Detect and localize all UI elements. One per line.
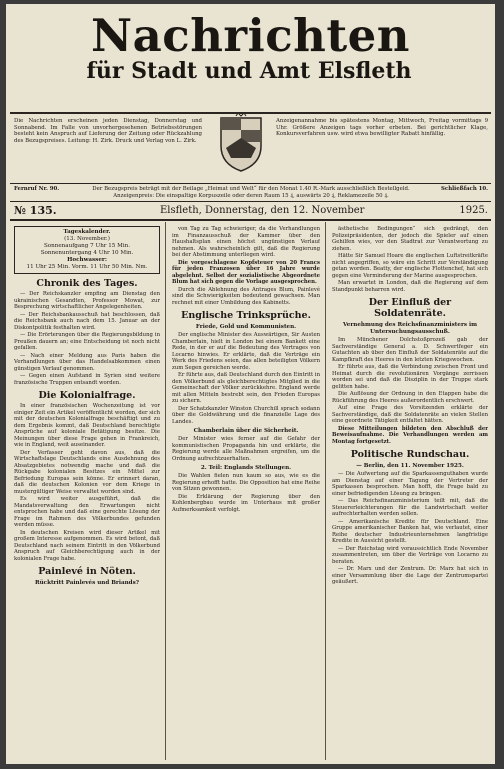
coat-of-arms-emblem: [216, 114, 266, 174]
article-paragraph: Der Minister wies ferner auf die Gefahr der kommunistischen Propaganda hin und erklärte, die Regierung werde alle Maßnahmen ergreifen, um die Ordnung aufrechtzuerhalten.: [172, 436, 320, 462]
article-paragraph: Die Wahlen fielen nun kaum so aus, wie es die Regierung erhofft hatte. Die Opposition hat eine Reihe von Sitzen gewonnen.: [172, 473, 320, 492]
article-paragraph: Der Schatzkanzler Winston Churchill sprach sodann über die Goldwährung und die finanzielle Lage des Landes.: [172, 405, 320, 425]
po-box: Schließfach 10.: [441, 186, 488, 192]
dateline-top-rule: [10, 201, 491, 202]
article-paragraph: ästhetische Bedingungen“ sich gedrängt, den Polizeipräsidenten, der jedoch die Spieler auf einen Gehilfen wies, vor den Stadtrat zur Verantwortung zu ziehen.: [332, 226, 488, 252]
calendar-date: (13. November.): [64, 236, 110, 242]
dateline-bottom-rule: [10, 219, 491, 221]
chronicle-item: — Der Reichsbankausschuß hat beschlossen, daß die Reichsbank auch nach dem 15. Januar an der Diskontpolitik festhalten wird.: [14, 311, 160, 331]
column-right: [332, 226, 488, 760]
column-left: [14, 226, 160, 760]
masthead-title: Nachrichten: [91, 9, 410, 62]
phone-number: Fernruf Nr. 90.: [14, 186, 60, 192]
dateline: [14, 204, 488, 218]
header-rule: [10, 183, 491, 184]
painleve-subheading: Rücktritt Painlevés und Briands?: [34, 580, 140, 586]
article-paragraph: Die Erklärung der Regierung über den Kohlenbergbau wurde im Unterhaus mit großer Aufmerksamkeit verfolgt.: [172, 493, 320, 513]
toasts-heading: Englische Trinksprüche.: [181, 310, 311, 321]
chronicle-item: — Die Erörterungen über die Regierungsbildung in Preußen dauern an; eine Entscheidung ist noch nicht gefallen.: [14, 332, 160, 351]
chronicle-item: — Nach einer Meldung aus Paris haben die Verhandlungen über das Handelsabkommen einen günstigen Verlauf genommen.: [14, 352, 160, 372]
article-paragraph: Die vorgeschlagene Kopfsteuer von 20 Francs für jeden Franzosen über 16 Jahre wurde abgelehnt. Selbst der sozialistische Abgeordnete Blum hat sich gegen die Vorlage ausgesprochen.: [172, 259, 320, 285]
article-paragraph: Diese Mitteilungen bildeten den Abschluß der Beweisaufnahme. Die Verhandlungen werden am Montag fortgesetzt.: [332, 425, 488, 445]
article-paragraph: In einer französischen Wochenzeitung ist vor einiger Zeit ein Artikel veröffentlicht worden, der sich mit der deutschen Kolonialfrage beschäftigt und zu dem Ergebnis kommt, daß Deutschland berechtigte Ansprüche auf koloniale Betätigung besitze. Die Meinungen über diese Frage gehen in Frankreich, wie in England, weit auseinander.: [14, 403, 160, 448]
article-paragraph: Im Münchener Dolchstoßprozeß gab der Sachverständige General a. D. Schwertfeger ein Gutachten ab über den Einfluß der Soldatenräte auf die Kampfkraft des Heeres in den letzten Kriegswochen.: [332, 337, 488, 363]
high-water-title: Hochwasser:: [67, 257, 107, 263]
high-water-times: 11 Uhr 25 Min. Vorm. 11 Uhr 50 Min. Nm.: [26, 264, 148, 270]
article-paragraph: In deutschen Kreisen wird dieser Artikel mit großem Interesse aufgenommen. Es wird betont, daß Deutschland nach seinem Eintritt in den Völkerbund Anspruch auf Gleichberechtigung auch in der kolonialen Frage habe.: [14, 529, 160, 562]
political-review-dateline: — Berlin, den 11. November 1925.: [356, 463, 464, 469]
news-item: — Der Reichstag wird voraussichtlich Ende November zusammentreten, um über die Verträge von Locarno zu beraten.: [332, 545, 488, 565]
column-divider: [165, 222, 166, 760]
news-item: — Die Aufwertung auf die Sparkassenguthaben wurde am Dienstag auf einer Tagung der Vertreter der Sparkassen besprochen. Man hofft, die Frage bald zu einer befriedigenden Lösung zu bringen.: [332, 471, 488, 497]
masthead-subtitle: für Stadt und Amt Elsfleth: [86, 58, 412, 84]
article-paragraph: Es wird weiter ausgeführt, daß die Mandatsverwaltung den Erwartungen nicht entsprochen habe und daß eine gerechte Lösung der Frage im Rahmen des Völkerbundes gefunden werden müsse.: [14, 496, 160, 528]
issue-number: № 135.: [14, 204, 57, 217]
advertisement-info: Anzeigenannahme bis spätestens Montag, Mittwoch, Freitag vormittags 9 Uhr. Größere Anzeigen tags vorher erbeten. Bei gerichtlicher Klage, Konkursverfahren usw. wird etwa bewilligter Rabatt hinfällig.: [276, 118, 488, 138]
news-item: — Amerikanische Kredite für Deutschland. Eine Gruppe amerikanischer Banken hat, wie verlautet, einer Reihe deutscher Industrieunternehmen langfristige Kredite in Aussicht gestellt.: [332, 518, 488, 544]
column-divider: [325, 222, 326, 760]
article-paragraph: Der englische Minister des Auswärtigen, Sir Austen Chamberlain, hielt in London bei einem Bankett eine Rede, in der er auf die Bedeutung des Vertrages von Locarno hinwies. Er erklärte, daß die Verträge ein Werk des Friedens seien, das allen beteiligten Völkern zum Segen gereichen werde.: [172, 332, 320, 371]
article-paragraph: Auf eine Frage des Vorsitzenden erklärte der Sachverständige, daß die Soldatenräte an vielen Stellen eine geordnete Tätigkeit entfaltet hätten.: [332, 405, 488, 424]
news-item: — Das Reichsfinanzministerium teilt mit, daß die Steuererleichterungen für die Landwirtschaft weiter aufrechterhalten werden sollen.: [332, 498, 488, 517]
article-paragraph: Man erwartet in London, daß die Regierung auf dem Standpunkt beharren wird.: [332, 280, 488, 293]
news-item: — Dr. Marx und der Zentrum. Dr. Marx hat sich in einer Versammlung über die Lage der Zentrumspartei geäußert.: [332, 566, 488, 585]
article-paragraph: Durch die Ablehnung des Antrages Blum, Painlevé sind die Schwierigkeiten bedeutend gewachsen. Man rechnet mit einer Umbildung des Kabinetts.: [172, 286, 320, 306]
section-subheading: 2. Teil: Englands Stellungen.: [200, 465, 292, 471]
soldiers-councils-heading: Der Einfluß der Soldatenräte.: [368, 297, 452, 319]
issue-year: 1925.: [459, 205, 488, 216]
article-paragraph: von Tag zu Tag schwieriger, da die Verhandlungen im Finanzausschuß der Kammer über den Haushaltsplan einen höchst ungünstigen Verlauf nehmen. Als wahrscheinlich gilt, daß die Regierung bei der Abstimmung unterliegen wird.: [172, 226, 320, 258]
publication-info: Die Nachrichten erscheinen jeden Dienstag, Donnerstag und Sonnabend. Im Falle von unvorhergesehenen Betriebsstörungen besteht kein Anspruch auf Lieferung der Zeitung oder Rückzahlung des Bezugspreises. Leitung: H. Zirk. Druck und Verlag von L. Zirk.: [14, 118, 202, 144]
calendar-title: Tageskalender.: [63, 229, 111, 235]
article-paragraph: Er führte aus, daß Deutschland durch den Eintritt in den Völkerbund als gleichberechtigtes Mitglied in die Gemeinschaft der Völker zurückkehre. England werde mit allen Mitteln bestrebt sein, den Frieden Europas zu sichern.: [172, 372, 320, 404]
column-middle: [172, 226, 320, 760]
article-paragraph: Er führte aus, daß die Verbindung zwischen Front und Heimat durch die revolutionären Vorgänge zerrissen worden sei und daß die Disziplin in der Truppe stark gelitten habe.: [332, 364, 488, 390]
article-paragraph: Der Verfasser geht davon aus, daß die Wirtschaftslage Deutschlands eine Ausdehnung des Absatzgebietes notwendig mache und daß die Rückgabe kolonialen Besitzes ein Mittel zur Befriedung Europas sein könne. Er erinnert daran, daß die deutschen Kolonien vor dem Kriege in mustergültiger Weise verwaltet worden sind.: [14, 449, 160, 495]
sun-times: Sonnenaufgang 7 Uhr 15 Min. Sonnenuntergang 4 Uhr 10 Min.: [40, 243, 134, 256]
place-and-date: Elsfleth, Donnerstag, den 12. November: [160, 205, 365, 216]
political-review-heading: Politische Rundschau.: [350, 449, 470, 460]
chronicle-item: — Der Reichskanzler empfing am Dienstag den ukrainischen Gesandten, Professor Mowat, zur Besprechung wirtschaftlicher Angelegenheiten.: [14, 291, 160, 310]
soldiers-councils-subheading: Vernehmung des Reichsfinanzministers im Untersuchungsausschuß.: [342, 322, 478, 335]
section-subheading: Chamberlain über die Sicherheit.: [193, 428, 299, 434]
toasts-subheading: Friede, Gold und Kommunisten.: [195, 324, 297, 330]
colonial-heading: Die Kolonialfrage.: [38, 390, 136, 401]
subscription-price: Der Bezugspreis beträgt mit der Beilage „Heimat und Welt“ für den Monat 1.40 R.-Mark ausschließlich Bestellgeld. Anzeigenpreis: Die einspaltige Korpuszeile oder deren Raum 15 ₰, auswärts 20 ₰, Reklamezeile 50 ₰.: [92, 186, 410, 199]
chronicle-heading: Chronik des Tages.: [36, 278, 138, 289]
newspaper-page: [6, 4, 495, 764]
day-calendar-box: [14, 226, 160, 274]
article-paragraph: Hätte Sir Samuel Hoare die englischen Luftstreitkräfte nicht angegriffen, so wäre ein Schritt zur Verständigung getan worden. Beatty, der englische Flottenchef, hat sich gegen eine Verminderung der Marine ausgesprochen.: [332, 253, 488, 279]
painleve-heading: Painlevé in Nöten.: [38, 566, 136, 577]
chronicle-item: — Gegen einen Aufstand in Syrien sind weitere französische Truppen entsandt worden.: [14, 373, 160, 386]
article-paragraph: Die Auflösung der Ordnung in den Etappen habe die Rückführung des Heeres außerordentlich erschwert.: [332, 391, 488, 404]
